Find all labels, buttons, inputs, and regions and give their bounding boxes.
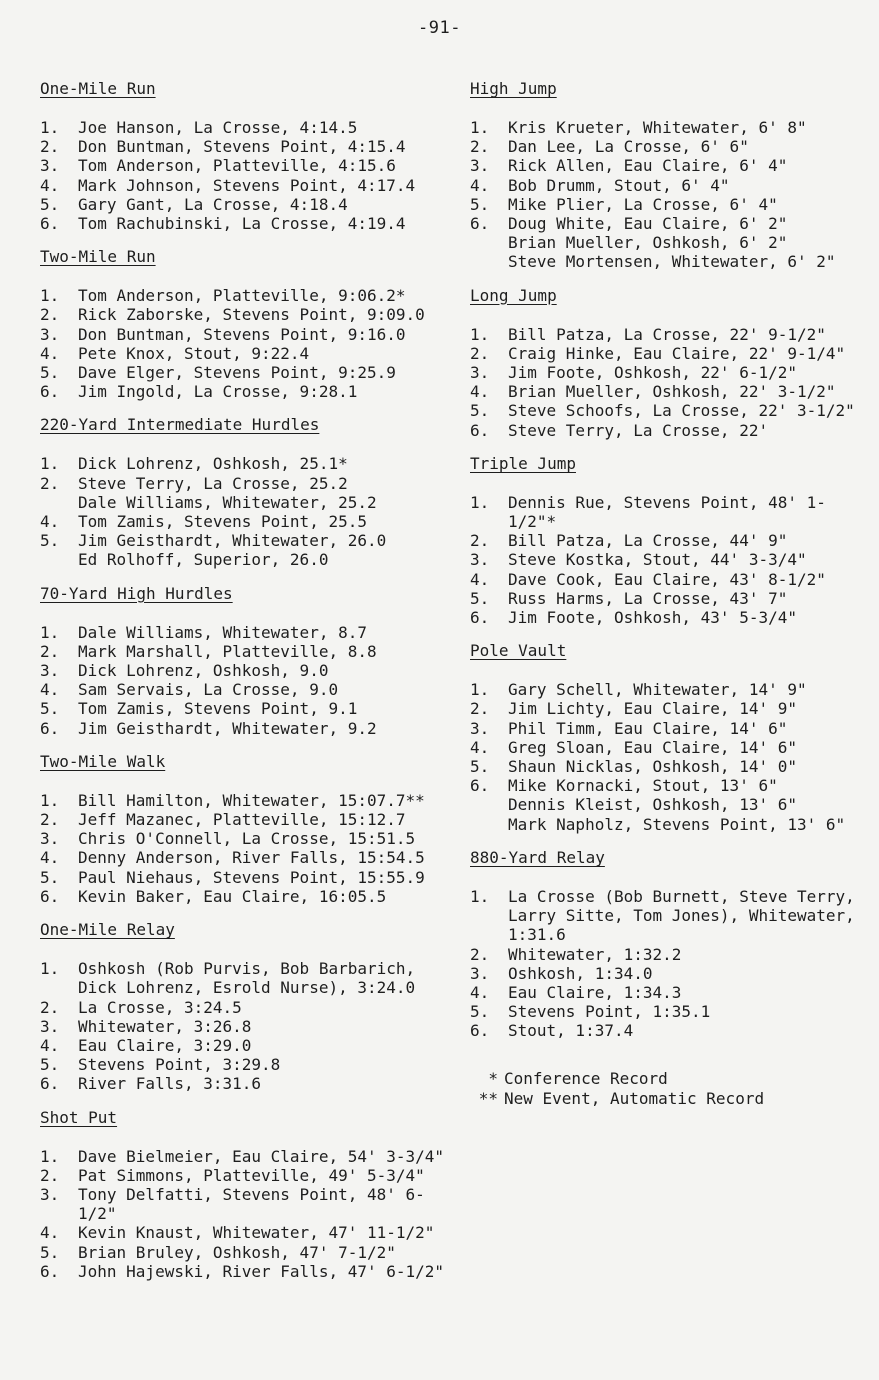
result-text: Shaun Nicklas, Oshkosh, 14' 0" xyxy=(508,757,797,777)
place-number: 1. xyxy=(40,1146,60,1166)
result-entry xyxy=(470,815,870,834)
place-number: 5. xyxy=(470,588,490,608)
result-text: Jim Geisthardt, Whitewater, 9.2 xyxy=(78,718,377,738)
place-number: 5. xyxy=(470,757,490,777)
place-number: 4. xyxy=(470,982,490,1002)
place-number xyxy=(40,550,78,569)
result-entry xyxy=(40,305,460,324)
place-number: 6. xyxy=(40,718,60,738)
result-text: Sam Servais, La Crosse, 9.0 xyxy=(78,680,339,700)
place-number: 5. xyxy=(470,401,490,421)
note-text: New Event, Automatic Record xyxy=(504,1088,765,1108)
result-text: Steve Mortensen, Whitewater, 6' 2" xyxy=(508,252,836,272)
place-number: 4. xyxy=(40,1035,60,1055)
result-text: La Crosse (Bob Burnett, Steve Terry, xyxy=(508,886,855,906)
result-entry xyxy=(470,906,870,925)
place-number: 4. xyxy=(40,343,60,363)
result-text: Dennis Kleist, Oshkosh, 13' 6" xyxy=(508,795,797,815)
result-text: Ed Rolhoff, Superior, 26.0 xyxy=(78,550,329,570)
section-title: Long Jump xyxy=(470,285,557,305)
result-entry xyxy=(470,570,870,589)
result-text: Mark Johnson, Stevens Point, 4:17.4 xyxy=(78,175,416,195)
result-entry xyxy=(40,1036,460,1055)
result-entry xyxy=(470,608,870,627)
result-entry xyxy=(470,1002,870,1021)
result-entry xyxy=(40,474,460,493)
result-entry xyxy=(40,868,460,887)
result-entry xyxy=(470,776,870,795)
result-entry xyxy=(470,719,870,738)
section-triple-jump xyxy=(470,453,870,627)
place-number xyxy=(40,493,78,512)
place-number xyxy=(470,906,508,925)
result-entry xyxy=(40,848,460,867)
result-entry xyxy=(40,959,460,978)
place-number: 6. xyxy=(470,1021,490,1041)
result-entry xyxy=(470,531,870,550)
result-entry xyxy=(470,118,870,137)
result-text: Kevin Knaust, Whitewater, 47' 11-1/2" xyxy=(78,1223,435,1243)
result-text: Gary Gant, La Crosse, 4:18.4 xyxy=(78,194,348,214)
place-number: 2. xyxy=(40,305,60,325)
place-number: 6. xyxy=(470,420,490,440)
place-number: 6. xyxy=(40,886,60,906)
result-entry xyxy=(40,344,460,363)
left-column xyxy=(40,78,460,1294)
result-text: Brian Bruley, Oshkosh, 47' 7-1/2" xyxy=(78,1242,396,1262)
result-text: Mike Plier, La Crosse, 6' 4" xyxy=(508,194,778,214)
result-entry xyxy=(40,1166,460,1185)
result-entry xyxy=(40,531,460,550)
section-title: Two-Mile Walk xyxy=(40,751,166,771)
result-text: Jim Lichty, Eau Claire, 14' 9" xyxy=(508,699,797,719)
result-entry xyxy=(470,738,870,757)
result-entry xyxy=(40,118,460,137)
result-text: Steve Terry, La Crosse, 25.2 xyxy=(78,473,348,493)
result-entry xyxy=(470,233,870,252)
section-title: High Jump xyxy=(470,79,557,98)
result-text: Pete Knox, Stout, 9:22.4 xyxy=(78,343,310,363)
result-text: Steve Schoofs, La Crosse, 22' 3-1/2" xyxy=(508,401,855,421)
result-text: Steve Kostka, Stout, 44' 3-3/4" xyxy=(508,550,807,570)
result-text: Whitewater, 3:26.8 xyxy=(78,1016,252,1036)
place-number: 2. xyxy=(40,137,60,157)
result-text: Mike Kornacki, Stout, 13' 6" xyxy=(508,776,778,796)
result-text: Don Buntman, Stevens Point, 9:16.0 xyxy=(78,324,406,344)
place-number: 5. xyxy=(40,699,60,719)
result-text: Jeff Mazanec, Platteville, 15:12.7 xyxy=(78,810,406,830)
result-text: 1:31.6 xyxy=(508,925,566,945)
result-entry xyxy=(470,925,870,944)
result-text: Whitewater, 1:32.2 xyxy=(508,944,682,964)
result-text: Bill Hamilton, Whitewater, 15:07.7** xyxy=(78,790,425,810)
place-number: 1. xyxy=(470,492,490,512)
result-entry xyxy=(470,680,870,699)
place-number: 1. xyxy=(40,622,60,642)
place-number: 2. xyxy=(40,473,60,493)
place-number: 4. xyxy=(40,512,60,532)
result-entry xyxy=(40,680,460,699)
result-entry xyxy=(470,550,870,569)
place-number: 1. xyxy=(470,886,490,906)
place-number: 6. xyxy=(470,214,490,234)
notes-legend xyxy=(470,1069,870,1109)
result-entry xyxy=(470,344,870,363)
result-text: Phil Timm, Eau Claire, 14' 6" xyxy=(508,718,788,738)
place-number xyxy=(470,815,508,834)
place-number: 3. xyxy=(40,661,60,681)
result-text: Jim Ingold, La Crosse, 9:28.1 xyxy=(78,382,358,402)
result-entry xyxy=(40,156,460,175)
result-text: John Hajewski, River Falls, 47' 6-1/2" xyxy=(78,1261,445,1281)
place-number: 4. xyxy=(470,569,490,589)
place-number: 2. xyxy=(40,1165,60,1185)
result-text: Craig Hinke, Eau Claire, 22' 9-1/4" xyxy=(508,343,846,363)
place-number: 6. xyxy=(470,608,490,628)
place-number: 2. xyxy=(40,641,60,661)
result-text: Dick Lohrenz, Esrold Nurse), 3:24.0 xyxy=(78,978,416,998)
result-entry xyxy=(470,401,870,420)
section-one-mile-run xyxy=(40,78,460,233)
section-title: Triple Jump xyxy=(470,453,576,473)
note-text: Conference Record xyxy=(504,1068,668,1088)
place-number: 3. xyxy=(470,963,490,983)
section-two-mile-run xyxy=(40,246,460,401)
result-text: Bill Patza, La Crosse, 22' 9-1/2" xyxy=(508,324,826,344)
result-entry xyxy=(40,623,460,642)
note-conference-record xyxy=(470,1069,870,1089)
result-text: Pat Simmons, Platteville, 49' 5-3/4" xyxy=(78,1165,425,1185)
result-entry xyxy=(40,719,460,738)
result-text: Tom Zamis, Stevens Point, 25.5 xyxy=(78,512,367,532)
place-number: 2. xyxy=(40,810,60,830)
place-number: 4. xyxy=(40,848,60,868)
right-column xyxy=(470,78,870,1109)
result-entry xyxy=(470,195,870,214)
result-text: Dave Cook, Eau Claire, 43' 8-1/2" xyxy=(508,569,826,589)
place-number: 1. xyxy=(470,324,490,344)
result-entry xyxy=(40,454,460,473)
place-number: 6. xyxy=(40,382,60,402)
section-220-yard-intermediate-hurdles xyxy=(40,414,460,569)
place-number: 1. xyxy=(470,118,490,137)
result-text: Oshkosh, 1:34.0 xyxy=(508,963,653,983)
result-entry xyxy=(40,137,460,156)
place-number: 1. xyxy=(40,286,60,306)
result-text: Brian Mueller, Oshkosh, 22' 3-1/2" xyxy=(508,382,836,402)
result-entry xyxy=(40,829,460,848)
result-entry xyxy=(40,978,460,997)
result-entry xyxy=(470,945,870,964)
section-title: Pole Vault xyxy=(470,641,567,661)
result-text: Greg Sloan, Eau Claire, 14' 6" xyxy=(508,737,797,757)
place-number: 5. xyxy=(40,1242,60,1262)
result-text: Stevens Point, 3:29.8 xyxy=(78,1055,281,1075)
result-entry xyxy=(470,493,870,531)
result-text: Paul Niehaus, Stevens Point, 15:55.9 xyxy=(78,867,425,887)
result-text: Bob Drumm, Stout, 6' 4" xyxy=(508,175,730,195)
result-text: Mark Napholz, Stevens Point, 13' 6" xyxy=(508,814,846,834)
result-text: Dick Lohrenz, Oshkosh, 25.1* xyxy=(78,454,348,474)
place-number: 3. xyxy=(470,718,490,738)
section-title: Shot Put xyxy=(40,1107,118,1127)
result-text: Eau Claire, 1:34.3 xyxy=(508,982,682,1002)
place-number: 1. xyxy=(40,959,60,979)
result-text: Dick Lohrenz, Oshkosh, 9.0 xyxy=(78,661,329,681)
place-number: 4. xyxy=(40,680,60,700)
result-text: Larry Sitte, Tom Jones), Whitewater, xyxy=(508,906,855,926)
result-entry xyxy=(40,1243,460,1262)
place-number: 1. xyxy=(40,454,60,474)
section-high-jump xyxy=(470,78,870,272)
result-text: Bill Patza, La Crosse, 44' 9" xyxy=(508,531,788,551)
result-entry xyxy=(40,810,460,829)
place-number: 5. xyxy=(40,1055,60,1075)
place-number: 3. xyxy=(470,363,490,383)
section-70-yard-high-hurdles xyxy=(40,583,460,738)
result-entry xyxy=(470,964,870,983)
section-880-yard-relay xyxy=(470,847,870,1041)
place-number: 3. xyxy=(470,550,490,570)
place-number: 5. xyxy=(40,363,60,383)
result-text: Oshkosh (Rob Purvis, Bob Barbarich, xyxy=(78,959,416,979)
result-text: Tom Rachubinski, La Crosse, 4:19.4 xyxy=(78,214,406,234)
result-text: Gary Schell, Whitewater, 14' 9" xyxy=(508,680,807,700)
place-number: 2. xyxy=(470,944,490,964)
result-text: Dale Williams, Whitewater, 25.2 xyxy=(78,492,377,512)
place-number: 4. xyxy=(470,175,490,195)
result-entry xyxy=(470,176,870,195)
section-one-mile-relay xyxy=(40,919,460,1093)
result-text: Eau Claire, 3:29.0 xyxy=(78,1035,252,1055)
result-entry xyxy=(470,757,870,776)
result-entry xyxy=(40,998,460,1017)
place-number: 6. xyxy=(40,214,60,234)
result-text: Brian Mueller, Oshkosh, 6' 2" xyxy=(508,233,788,253)
result-entry xyxy=(470,156,870,175)
result-entry xyxy=(40,214,460,233)
place-number: 6. xyxy=(470,776,490,796)
result-entry xyxy=(40,493,460,512)
result-entry xyxy=(40,699,460,718)
result-text: Doug White, Eau Claire, 6' 2" xyxy=(508,214,788,234)
result-entry xyxy=(470,137,870,156)
place-number: 5. xyxy=(470,1002,490,1022)
result-text: Denny Anderson, River Falls, 15:54.5 xyxy=(78,848,425,868)
place-number: 1. xyxy=(40,118,60,137)
result-entry xyxy=(470,363,870,382)
section-title: 880-Yard Relay xyxy=(470,847,605,867)
result-entry xyxy=(40,1017,460,1036)
section-long-jump xyxy=(470,285,870,440)
note-mark: ** xyxy=(478,1088,498,1108)
page-number: -91- xyxy=(418,18,461,38)
result-entry xyxy=(40,363,460,382)
result-text: Tom Anderson, Platteville, 9:06.2* xyxy=(78,286,406,306)
result-text: Tom Zamis, Stevens Point, 9.1 xyxy=(78,699,358,719)
place-number: 1. xyxy=(40,790,60,810)
result-text: Joe Hanson, La Crosse, 4:14.5 xyxy=(78,118,358,137)
result-text: Rick Zaborske, Stevens Point, 9:09.0 xyxy=(78,305,425,325)
result-text: Dan Lee, La Crosse, 6' 6" xyxy=(508,137,749,157)
place-number: 2. xyxy=(470,343,490,363)
place-number: 2. xyxy=(470,699,490,719)
result-text: Kevin Baker, Eau Claire, 16:05.5 xyxy=(78,886,387,906)
place-number: 2. xyxy=(470,531,490,551)
result-entry xyxy=(40,286,460,305)
result-text: River Falls, 3:31.6 xyxy=(78,1074,262,1094)
place-number xyxy=(470,252,508,271)
result-entry xyxy=(470,699,870,718)
place-number xyxy=(40,978,78,997)
result-entry xyxy=(40,382,460,401)
result-entry xyxy=(40,1074,460,1093)
section-two-mile-walk xyxy=(40,751,460,906)
result-text: Tony Delfatti, Stevens Point, 48' 6-1/2" xyxy=(78,1184,425,1224)
result-text: Chris O'Connell, La Crosse, 15:51.5 xyxy=(78,829,416,849)
result-text: Don Buntman, Stevens Point, 4:15.4 xyxy=(78,137,406,157)
result-text: Dave Bielmeier, Eau Claire, 54' 3-3/4" xyxy=(78,1146,445,1166)
section-title: One-Mile Relay xyxy=(40,920,175,940)
place-number xyxy=(470,233,508,252)
result-text: Kris Krueter, Whitewater, 6' 8" xyxy=(508,118,807,137)
place-number: 3. xyxy=(40,829,60,849)
result-entry xyxy=(470,795,870,814)
result-entry xyxy=(40,176,460,195)
section-title: 70-Yard High Hurdles xyxy=(40,583,233,603)
result-text: Tom Anderson, Platteville, 4:15.6 xyxy=(78,156,396,176)
result-text: La Crosse, 3:24.5 xyxy=(78,997,242,1017)
result-text: Jim Foote, Oshkosh, 22' 6-1/2" xyxy=(508,363,797,383)
result-entry xyxy=(470,983,870,1002)
result-entry xyxy=(40,1185,460,1223)
result-entry xyxy=(40,1055,460,1074)
result-entry xyxy=(40,1262,460,1281)
section-shot-put xyxy=(40,1107,460,1281)
place-number: 3. xyxy=(40,324,60,344)
place-number: 3. xyxy=(40,156,60,176)
place-number: 5. xyxy=(40,194,60,214)
place-number: 2. xyxy=(40,997,60,1017)
result-entry xyxy=(40,661,460,680)
result-text: Jim Foote, Oshkosh, 43' 5-3/4" xyxy=(508,608,797,628)
result-text: Steve Terry, La Crosse, 22' xyxy=(508,420,769,440)
place-number: 3. xyxy=(40,1016,60,1036)
place-number: 3. xyxy=(470,156,490,176)
result-entry xyxy=(470,214,870,233)
place-number: 6. xyxy=(40,1074,60,1094)
result-entry xyxy=(40,325,460,344)
place-number: 6. xyxy=(40,1261,60,1281)
note-mark: * xyxy=(488,1068,498,1088)
result-text: Russ Harms, La Crosse, 43' 7" xyxy=(508,588,788,608)
result-entry xyxy=(40,1147,460,1166)
section-title: One-Mile Run xyxy=(40,79,156,98)
result-entry xyxy=(40,791,460,810)
result-entry xyxy=(40,512,460,531)
result-entry xyxy=(40,550,460,569)
place-number: 3. xyxy=(40,1184,60,1204)
place-number: 5. xyxy=(40,531,60,551)
result-entry xyxy=(470,1021,870,1040)
place-number: 1. xyxy=(470,680,490,700)
place-number xyxy=(470,925,508,944)
result-entry xyxy=(40,887,460,906)
result-text: Stevens Point, 1:35.1 xyxy=(508,1002,711,1022)
result-entry xyxy=(40,1223,460,1242)
result-entry xyxy=(470,887,870,906)
place-number: 2. xyxy=(470,137,490,157)
result-text: Rick Allen, Eau Claire, 6' 4" xyxy=(508,156,788,176)
result-text: Dave Elger, Stevens Point, 9:25.9 xyxy=(78,363,396,383)
result-entry xyxy=(470,325,870,344)
result-text: Jim Geisthardt, Whitewater, 26.0 xyxy=(78,531,387,551)
result-text: Mark Marshall, Platteville, 8.8 xyxy=(78,641,377,661)
place-number: 5. xyxy=(470,194,490,214)
result-entry xyxy=(470,421,870,440)
place-number: 5. xyxy=(40,867,60,887)
result-text: Stout, 1:37.4 xyxy=(508,1021,634,1041)
result-entry xyxy=(470,382,870,401)
section-title: Two-Mile Run xyxy=(40,247,156,267)
note-new-event xyxy=(470,1089,870,1109)
result-text: Dennis Rue, Stevens Point, 48' 1-1/2"* xyxy=(508,492,826,532)
place-number: 4. xyxy=(470,382,490,402)
result-entry xyxy=(40,195,460,214)
place-number: 4. xyxy=(40,1223,60,1243)
result-entry xyxy=(470,589,870,608)
place-number: 4. xyxy=(470,737,490,757)
section-pole-vault xyxy=(470,640,870,834)
place-number xyxy=(470,795,508,814)
section-title: 220-Yard Intermediate Hurdles xyxy=(40,415,320,435)
result-entry xyxy=(40,642,460,661)
result-text: Dale Williams, Whitewater, 8.7 xyxy=(78,622,367,642)
result-entry xyxy=(470,252,870,271)
place-number: 4. xyxy=(40,175,60,195)
